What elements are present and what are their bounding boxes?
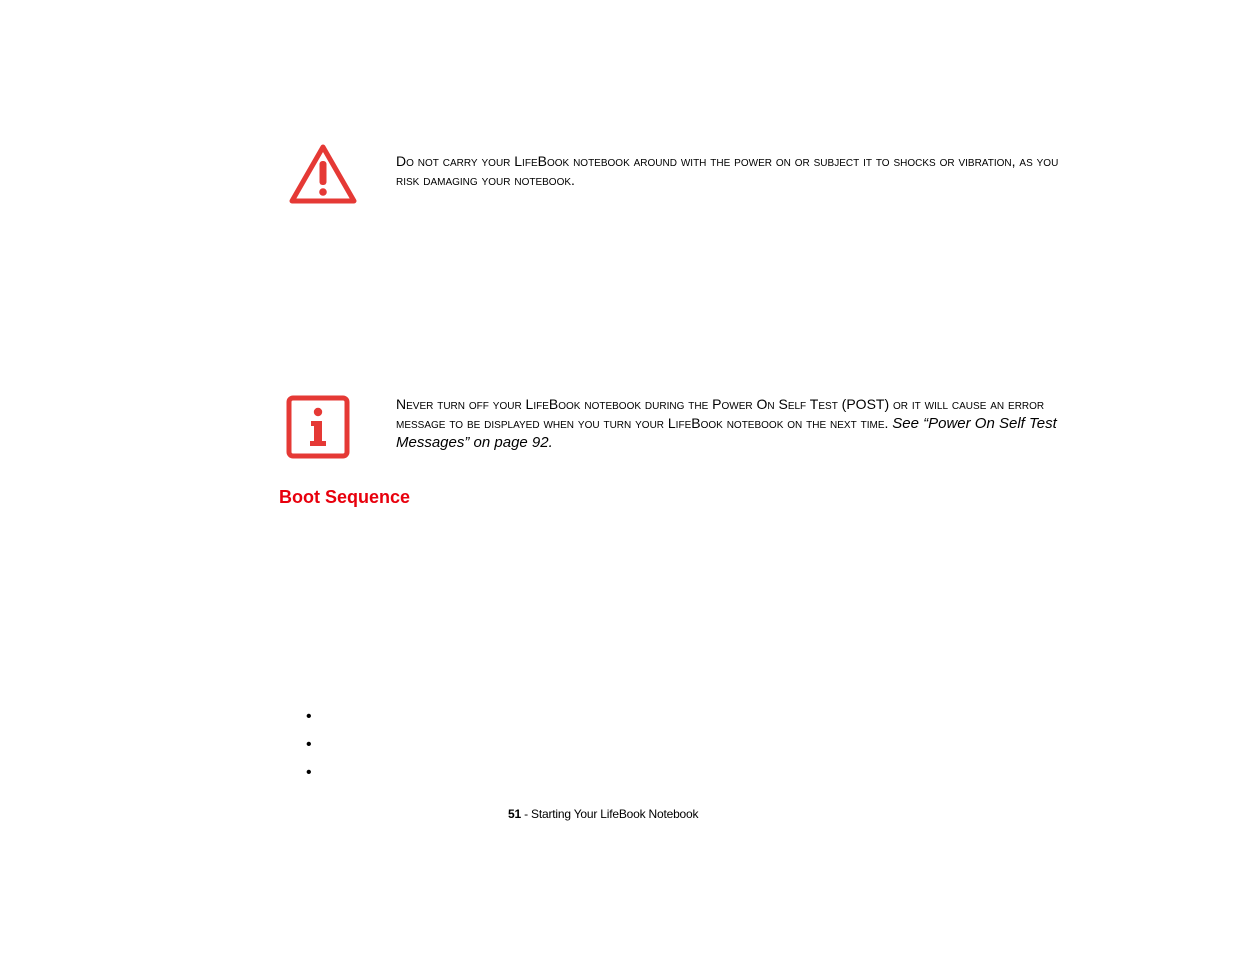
info-text: Never turn off your LifeBook notebook during the Power On Self Test (POST) or it will cause an error message to be displayed when you turn your LifeBook notebook on the next time. (396, 396, 1045, 431)
footer-separator: - (520, 807, 532, 821)
section-heading: Boot Sequence (279, 487, 411, 507)
info-notice (396, 395, 1061, 452)
chapter-title: Starting Your LifeBook Notebook (531, 807, 699, 821)
info-icon (286, 395, 350, 459)
caution-text: Do not carry your LifeBook notebook around with the power on or subject it to shocks or vibration, as you risk damaging your notebook. (396, 153, 1059, 188)
cross-reference-link[interactable]: See “Power On Self Test Messages” on page 92. (396, 415, 1057, 451)
page-number: 51 (508, 807, 521, 821)
warning-triangle-icon (289, 143, 357, 205)
page-footer (508, 807, 698, 821)
